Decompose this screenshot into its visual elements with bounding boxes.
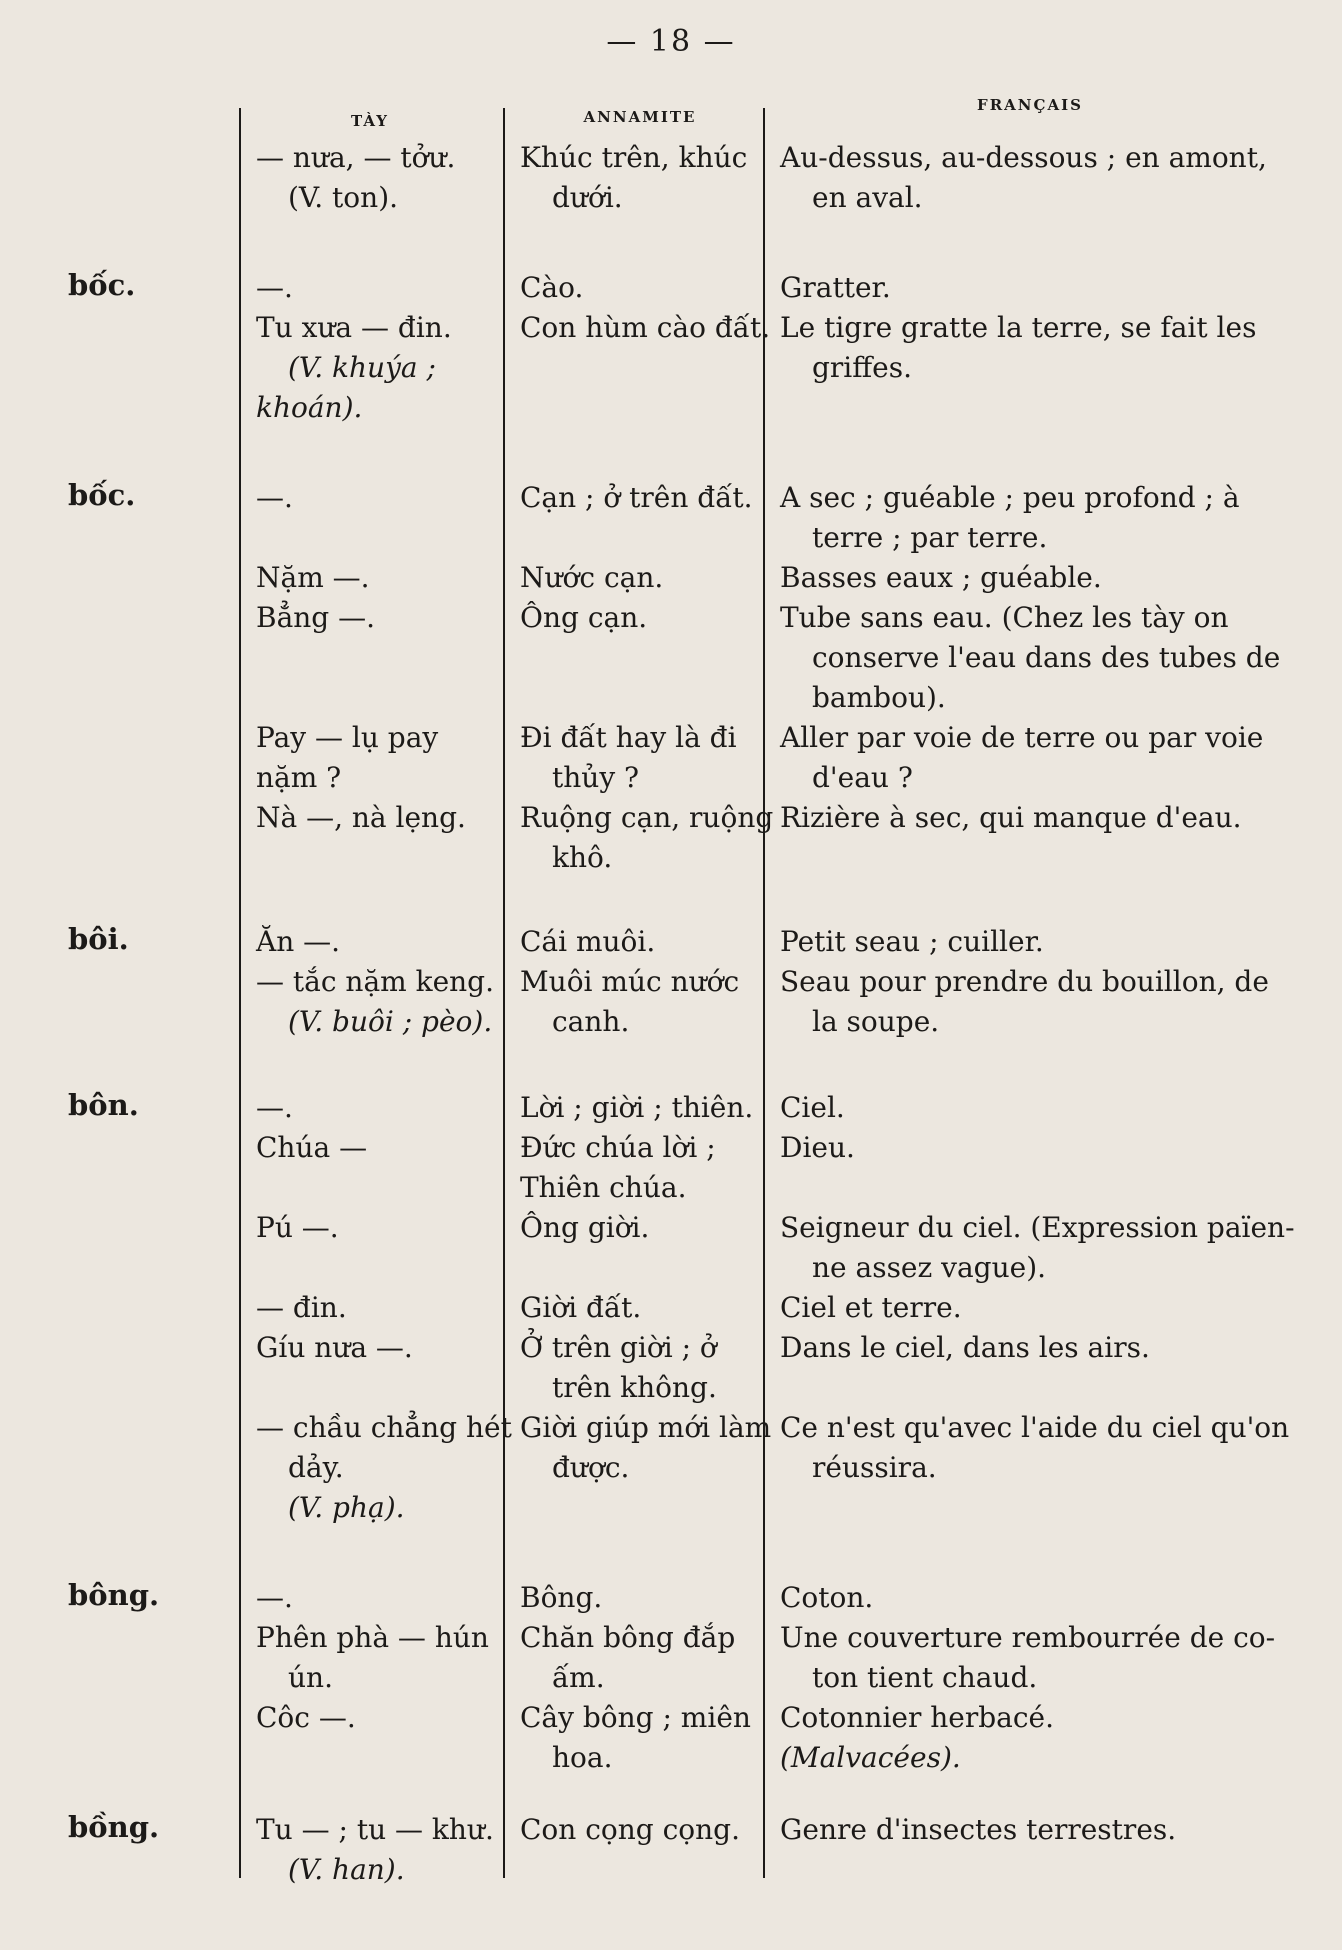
annamite-text: dưới. [552,181,623,214]
tay-text: (V. han). [288,1853,405,1886]
annamite-text: Con cọng cọng. [520,1813,741,1846]
entry-row [0,1658,1342,1698]
column-header-francais: FRANÇAIS [977,96,1083,114]
entry-row [0,478,1342,518]
annamite-text: Khúc trên, khúc [520,141,748,174]
tay-text: (V. phạ). [288,1491,405,1524]
francais-text: Petit seau ; cuiller. [780,925,1044,958]
headword: bồng. [68,1810,160,1844]
francais-text: conserve l'eau dans des tubes de [812,641,1281,674]
entry-row [0,1810,1342,1850]
annamite-text: được. [552,1451,630,1484]
tay-text: —. [256,1581,293,1614]
tay-text: — tắc nặm keng. [256,965,494,998]
annamite-text: Thiên chúa. [520,1171,687,1204]
page-number: — 18 — [606,24,736,59]
tay-text: Chúa — [256,1131,368,1164]
francais-text: la soupe. [812,1005,940,1038]
entry-row [0,1448,1342,1488]
annamite-text: Con hùm cào đất. [520,311,771,344]
tay-text: Phên phà — hún [256,1621,489,1654]
tay-text: (V. ton). [288,181,399,214]
annamite-text: Đi đất hay là đi [520,721,737,754]
entry-row [0,718,1342,758]
tay-text: —. [256,271,293,304]
annamite-text: Ở trên giời ; ở [520,1331,717,1364]
francais-text: Rizière à sec, qui manque d'eau. [780,801,1242,834]
entry-row [0,1168,1342,1208]
francais-text: Aller par voie de terre ou par voie [780,721,1264,754]
tay-text: Côc —. [256,1701,356,1734]
annamite-text: Cạn ; ở trên đất. [520,481,753,514]
tay-text: nặm ? [256,761,342,794]
entry-row [0,758,1342,798]
francais-text: Basses eaux ; guéable. [780,561,1102,594]
annamite-text: Nước cạn. [520,561,664,594]
entry-row [0,1368,1342,1408]
tay-text: Pú —. [256,1211,339,1244]
entry-row [0,1578,1342,1618]
francais-text: Cotonnier herbacé. [780,1701,1055,1734]
francais-text: Genre d'insectes terrestres. [780,1813,1177,1846]
entry-row [0,598,1342,638]
entry-row [0,1128,1342,1168]
tay-text: Tu xưa — đin. [256,311,452,344]
francais-text: Dans le ciel, dans les airs. [780,1331,1150,1364]
headword: bôi. [68,922,129,956]
headword: bông. [68,1578,160,1612]
tay-text: Pay — lụ pay [256,721,439,754]
francais-text: Une couverture rembourrée de co- [780,1621,1276,1654]
francais-text: ne assez vague). [812,1251,1047,1284]
francais-text: Au-dessus, au-dessous ; en amont, [780,141,1267,174]
entry-row [0,1002,1342,1042]
dictionary-entry [0,1088,1342,1528]
tay-text: Ăn —. [256,925,341,958]
entry-row [0,922,1342,962]
entry-row [0,678,1342,718]
entry-row [0,308,1342,348]
annamite-text: Cây bông ; miên [520,1701,751,1734]
francais-text: Ciel. [780,1091,845,1124]
headword: bốc. [68,268,136,302]
francais-text: ton tient chaud. [812,1661,1038,1694]
annamite-text: Đức chúa lời ; [520,1131,716,1164]
tay-text: Nặm —. [256,561,370,594]
entry-row [0,638,1342,678]
annamite-text: ấm. [552,1661,605,1694]
francais-text: Coton. [780,1581,874,1614]
tay-text: —. [256,1091,293,1124]
entry-row [0,348,1342,388]
francais-text: Ce n'est qu'avec l'aide du ciel qu'on [780,1411,1290,1444]
entry-row [0,1208,1342,1248]
annamite-text: Giời giúp mới làm [520,1411,772,1444]
entry-row [0,1248,1342,1288]
entry-row [0,178,1342,218]
tay-text: Bẳng —. [256,601,376,634]
tay-text: —. [256,481,293,514]
entry-row [0,962,1342,1002]
annamite-text: Giời đất. [520,1291,642,1324]
francais-text: griffes. [812,351,912,384]
francais-text: A sec ; guéable ; peu profond ; à [780,481,1240,514]
tay-text: Tu — ; tu — khư. [256,1813,494,1846]
francais-text: d'eau ? [812,761,913,794]
entry-row [0,138,1342,178]
annamite-text: hoa. [552,1741,613,1774]
francais-text: Seau pour prendre du bouillon, de [780,965,1269,998]
entry-row [0,798,1342,838]
entry-row [0,558,1342,598]
dictionary-entry [0,1810,1342,1890]
annamite-text: Muôi múc nước [520,965,740,998]
entry-row [0,1618,1342,1658]
entry-row [0,268,1342,308]
tay-text: Nà —, nà lẹng. [256,801,466,834]
headword: bốc. [68,478,136,512]
annamite-text: Ruộng cạn, ruộng [520,801,774,834]
annamite-text: Lời ; giời ; thiên. [520,1091,754,1124]
tay-text: dảy. [288,1451,344,1484]
column-header-annamite: ANNAMITE [583,108,697,126]
entry-row [0,1850,1342,1890]
entry-row [0,1738,1342,1778]
annamite-text: khô. [552,841,613,874]
francais-text: Ciel et terre. [780,1291,962,1324]
tay-text: — đin. [256,1291,347,1324]
francais-text: réussira. [812,1451,937,1484]
tay-text: — nưa, — tởư. [256,141,456,174]
annamite-text: Ông giời. [520,1211,650,1244]
tay-text: khoán). [256,391,363,424]
dictionary-entry [0,478,1342,878]
column-header-tay: TÀY [351,112,389,130]
annamite-text: trên không. [552,1371,717,1404]
entry-row [0,388,1342,428]
tay-text: (V. khuýa ; [288,351,436,384]
francais-text: Gratter. [780,271,891,304]
francais-text: Le tigre gratte la terre, se fait les [780,311,1257,344]
francais-text: bambou). [812,681,946,714]
dictionary-entry [0,1578,1342,1778]
francais-text: en aval. [812,181,923,214]
francais-text: Seigneur du ciel. (Expression païen- [780,1211,1295,1244]
annamite-text: Bông. [520,1581,603,1614]
tay-text: (V. buôi ; pèo). [288,1005,493,1038]
francais-text: Tube sans eau. (Chez les tày on [780,601,1229,634]
francais-text: Dieu. [780,1131,855,1164]
annamite-text: Cào. [520,271,584,304]
annamite-text: thủy ? [552,761,640,794]
dictionary-entry [0,138,1342,218]
annamite-text: Ông cạn. [520,601,648,634]
entry-row [0,1088,1342,1128]
entry-row [0,1328,1342,1368]
entry-row [0,1698,1342,1738]
entry-row [0,1488,1342,1528]
headword: bôn. [68,1088,139,1122]
dictionary-entry [0,922,1342,1042]
annamite-text: canh. [552,1005,630,1038]
annamite-text: Cái muôi. [520,925,656,958]
entry-row [0,518,1342,558]
tay-text: Gíu nưa —. [256,1331,413,1364]
entry-row [0,838,1342,878]
tay-text: — chầu chẳng hét [256,1411,512,1444]
tay-text: ún. [288,1661,333,1694]
dictionary-entry [0,268,1342,428]
entry-row [0,1408,1342,1448]
francais-text: terre ; par terre. [812,521,1048,554]
entry-row [0,1288,1342,1328]
annamite-text: Chăn bông đắp [520,1621,736,1654]
francais-text: (Malvacées). [780,1741,961,1774]
